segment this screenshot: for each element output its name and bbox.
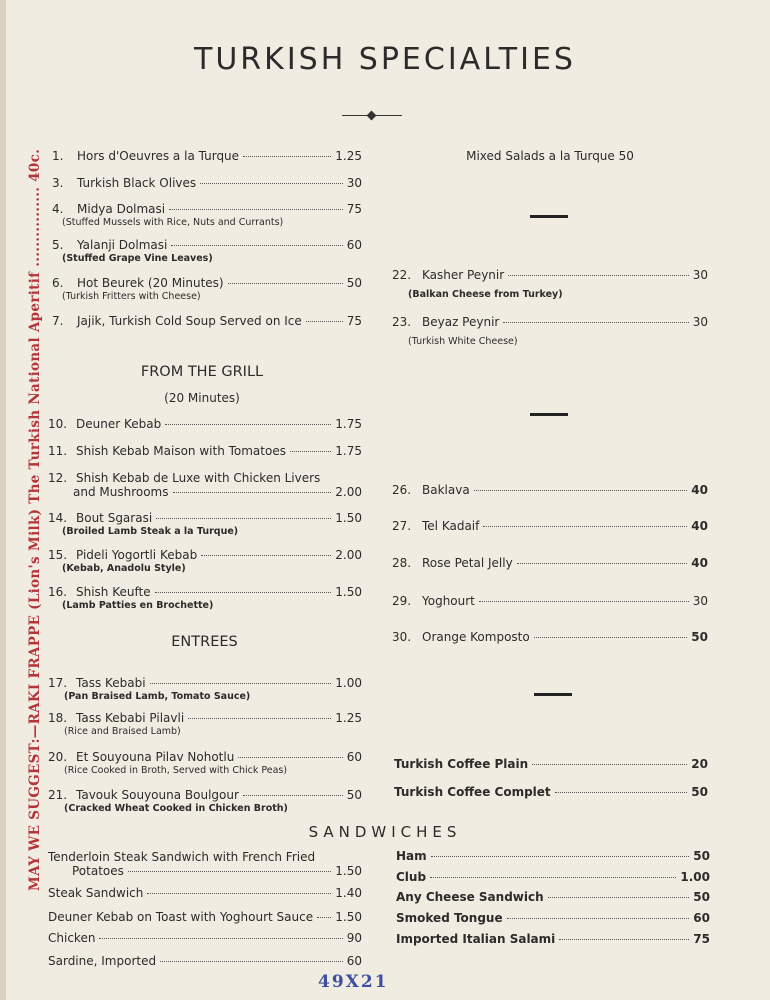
menu-item: 14. Bout Sgarasi 1.50 (Broiled Lamb Steak a la Turque) bbox=[48, 511, 362, 537]
grill-note: (20 Minutes) bbox=[164, 391, 240, 405]
inventory-stamp: 49X21 bbox=[318, 972, 389, 992]
menu-item: 10. Deuner Kebab 1.75 bbox=[48, 417, 362, 431]
page-title: TURKISH SPECIALTIES bbox=[194, 42, 576, 77]
mixed-salads: Mixed Salads a la Turque 50 bbox=[466, 149, 634, 163]
menu-item: 3. Turkish Black Olives 30 bbox=[52, 176, 362, 190]
menu-item: 26. Baklava 40 bbox=[392, 483, 708, 497]
grill-heading: FROM THE GRILL bbox=[140, 364, 264, 380]
section-dash bbox=[534, 693, 572, 696]
menu-item: 16. Shish Keufte 1.50 (Lamb Patties en Brochette) bbox=[48, 585, 362, 611]
sidebar-suggestion: MAY WE SUGGEST:—RAKI FRAPPE (Lion's Milk) The Turkish National Aperitif ................ 40c. bbox=[27, 148, 43, 892]
menu-item: Chicken 90 bbox=[48, 931, 362, 945]
menu-item: 15. Pideli Yogortli Kebab 2.00 (Kebab, Anadolu Style) bbox=[48, 548, 362, 574]
menu-item: Club 1.00 bbox=[396, 870, 710, 884]
menu-item: 4. Midya Dolmasi 75 (Stuffed Mussels with Rice, Nuts and Currants) bbox=[52, 202, 362, 228]
menu-item: Turkish Coffee Complet 50 bbox=[394, 785, 708, 799]
menu-item: 23. Beyaz Peynir 30 (Turkish White Cheese) bbox=[392, 315, 708, 347]
menu-item: 11. Shish Kebab Maison with Tomatoes 1.75 bbox=[48, 444, 362, 458]
sandwiches-heading: SANDWICHES bbox=[308, 823, 462, 841]
menu-item: Any Cheese Sandwich 50 bbox=[396, 890, 710, 904]
menu-item: 12. Shish Kebab de Luxe with Chicken Livers and Mushrooms 2.00 bbox=[48, 471, 362, 499]
menu-item: 21. Tavouk Souyouna Boulgour 50 (Cracked Wheat Cooked in Chicken Broth) bbox=[48, 788, 362, 814]
menu-item: 6. Hot Beurek (20 Minutes) 50 (Turkish Fritters with Cheese) bbox=[52, 276, 362, 302]
section-dash bbox=[530, 215, 568, 218]
menu-item: Turkish Coffee Plain 20 bbox=[394, 757, 708, 771]
page-edge bbox=[0, 0, 6, 1000]
menu-item: 7. Jajik, Turkish Cold Soup Served on Ice 75 bbox=[52, 314, 362, 328]
menu-item: 20. Et Souyouna Pilav Nohotlu 60 (Rice Cooked in Broth, Served with Chick Peas) bbox=[48, 750, 362, 776]
menu-item: 30. Orange Komposto 50 bbox=[392, 630, 708, 644]
menu-item: Deuner Kebab on Toast with Yoghourt Sauce 1.50 bbox=[48, 910, 362, 924]
entrees-heading: ENTREES bbox=[171, 634, 238, 650]
menu-item: 27. Tel Kadaif 40 bbox=[392, 519, 708, 533]
menu-item: 29. Yoghourt 30 bbox=[392, 594, 708, 608]
menu-item: 5. Yalanji Dolmasi 60 (Stuffed Grape Vine Leaves) bbox=[52, 238, 362, 264]
menu-item: 1. Hors d'Oeuvres a la Turque 1.25 bbox=[52, 149, 362, 163]
menu-item: 17. Tass Kebabi 1.00 (Pan Braised Lamb, Tomato Sauce) bbox=[48, 676, 362, 702]
menu-item: Imported Italian Salami 75 bbox=[396, 932, 710, 946]
menu-item: Tenderloin Steak Sandwich with French Fried Potatoes 1.50 bbox=[48, 850, 362, 878]
menu-item: Sardine, Imported 60 bbox=[48, 954, 362, 968]
menu-item: 22. Kasher Peynir 30 (Balkan Cheese from Turkey) bbox=[392, 268, 708, 300]
menu-item: Ham 50 bbox=[396, 849, 710, 863]
menu-item: 28. Rose Petal Jelly 40 bbox=[392, 556, 708, 570]
menu-item: Steak Sandwich 1.40 bbox=[48, 886, 362, 900]
menu-item: 18. Tass Kebabi Pilavli 1.25 (Rice and Braised Lamb) bbox=[48, 711, 362, 737]
menu-item: Smoked Tongue 60 bbox=[396, 911, 710, 925]
section-dash bbox=[530, 413, 568, 416]
divider-ornament bbox=[367, 111, 377, 121]
